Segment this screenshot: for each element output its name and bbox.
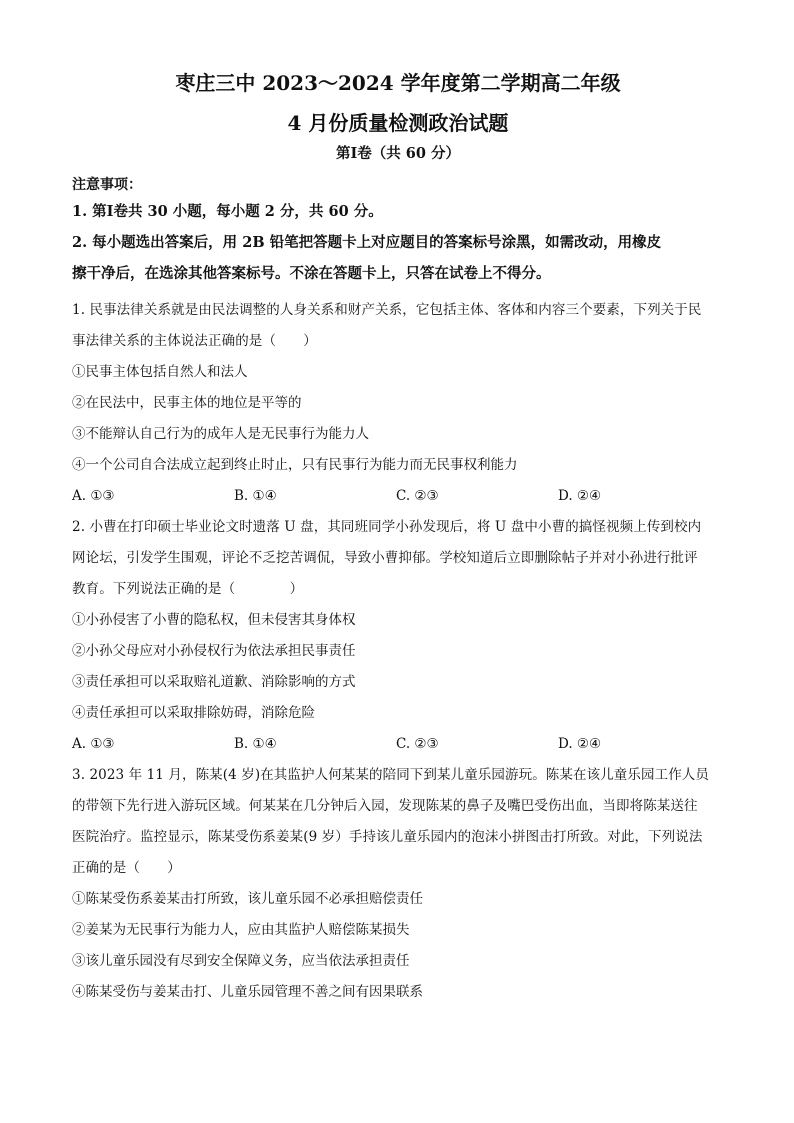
notice-item: 1. 第Ⅰ卷共 30 小题，每小题 2 分，共 60 分。 [72, 203, 383, 220]
question-stem-line: 的带领下先行进入游玩区域。何某某在几分钟后入园，发现陈某的鼻子及嘴巴受伤出血，当即将陈某送往 [72, 798, 698, 814]
question-statement: ②在民法中，民事主体的地位是平等的 [72, 395, 302, 411]
notice-heading: 注意事项： [72, 177, 142, 193]
section-title: 第Ⅰ卷（共 60 分） [335, 145, 461, 162]
option-d[interactable]: D. ②④ [558, 736, 602, 752]
notice-item: 擦干净后，在选涂其他答案标号。不涂在答题卡上，只答在试卷上不得分。 [72, 265, 551, 282]
question-statement: ①陈某受伤系姜某击打所致，该儿童乐园不必承担赔偿责任 [72, 891, 423, 907]
exam-subtitle: 4 月份质量检测政治试题 [287, 111, 509, 135]
question-statement: ④责任承担可以采取排除妨碍，消除危险 [72, 705, 315, 721]
question-stem-line: 1. 民事法律关系就是由民法调整的人身关系和财产关系，它包括主体、客体和内容三个要素，下列关于民 [72, 302, 702, 318]
question-statement: ①民事主体包括自然人和法人 [72, 364, 248, 380]
question-stem-line: 2. 小曹在打印硕士毕业论文时遗落 U 盘，其同班同学小孙发现后，将 U 盘中小曹的搞怪视频上传到校内 [72, 519, 702, 535]
question-stem-line: 事法律关系的主体说法正确的是（ ） [72, 333, 317, 349]
question-2 [72, 512, 724, 760]
answer-options [72, 729, 724, 760]
question-statement: ②小孙父母应对小孙侵权行为依法承担民事责任 [72, 643, 356, 659]
question-statement: ③该儿童乐园没有尽到安全保障义务，应当依法承担责任 [72, 953, 410, 969]
question-statement: ④一个公司自合法成立起到终止时止，只有民事行为能力而无民事权利能力 [72, 457, 518, 473]
question-stem-line: 教育。下列说法正确的是（ ） [72, 581, 304, 597]
question-list [72, 295, 724, 1008]
question-statement: ②姜某为无民事行为能力人，应由其监护人赔偿陈某损失 [72, 922, 410, 938]
option-c[interactable]: C. ②③ [396, 488, 439, 504]
question-statement: ③不能辩认自己行为的成年人是无民事行为能力人 [72, 426, 369, 442]
question-statement: ①小孙侵害了小曹的隐私权，但未侵害其身体权 [72, 612, 356, 628]
option-a[interactable]: A. ①③ [72, 488, 115, 504]
question-1 [72, 295, 724, 512]
option-c[interactable]: C. ②③ [396, 736, 439, 752]
option-a[interactable]: A. ①③ [72, 736, 115, 752]
question-3 [72, 760, 724, 1008]
notice-item: 2. 每小题选出答案后，用 2B 铅笔把答题卡上对应题目的答案标号涂黑，如需改动，用橡皮 [72, 234, 662, 251]
option-d[interactable]: D. ②④ [558, 488, 602, 504]
question-stem-line: 医院治疗。监控显示，陈某受伤系姜某(9 岁）手持该儿童乐园内的泡沫小拼图击打所致。对此，下列说法 [72, 829, 703, 845]
question-statement: ③责任承担可以采取赔礼道歉、消除影响的方式 [72, 674, 356, 690]
answer-options [72, 481, 724, 512]
exam-title: 枣庄三中 2023～2024 学年度第二学期高二年级 [175, 71, 621, 95]
question-stem-line: 3. 2023 年 11 月，陈某(4 岁)在其监护人何某某的陪同下到某儿童乐园游玩。陈某在该儿童乐园工作人员 [72, 767, 709, 783]
question-statement: ④陈某受伤与姜某击打、儿童乐园管理不善之间有因果联系 [72, 984, 423, 1000]
option-b[interactable]: B. ①④ [234, 488, 277, 504]
question-stem-line: 网论坛，引发学生围观，评论不乏挖苦调侃，导致小曹抑郁。学校知道后立即删除帖子并对小孙进行批评 [72, 550, 698, 566]
option-b[interactable]: B. ①④ [234, 736, 277, 752]
question-stem-line: 正确的是（ ） [72, 860, 181, 876]
